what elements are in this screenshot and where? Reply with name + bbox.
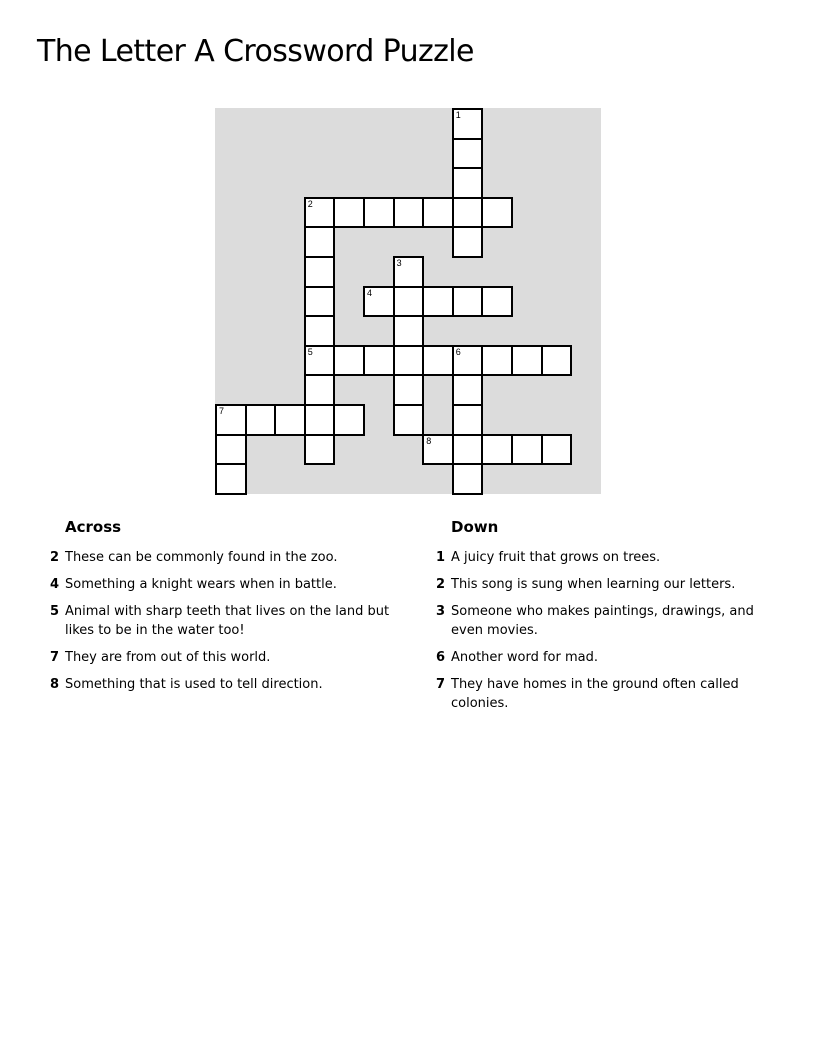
across-clue-list	[45, 548, 395, 694]
grid-cell[interactable]	[304, 315, 336, 347]
grid-cell[interactable]	[541, 434, 573, 466]
across-clue	[45, 602, 395, 640]
grid-cell[interactable]	[511, 345, 543, 377]
clue-number: 7	[49, 650, 59, 665]
clue-number: 2	[49, 550, 59, 565]
crossword-grid	[215, 108, 601, 494]
cell-number: 8	[426, 435, 432, 446]
down-clue	[431, 575, 781, 594]
grid-cell[interactable]	[422, 197, 454, 229]
grid-cell[interactable]	[304, 434, 336, 466]
grid-cell[interactable]	[393, 315, 425, 347]
grid-cell[interactable]	[215, 434, 247, 466]
clue-text: They have homes in the ground often called colonies.	[451, 677, 739, 711]
cell-number: 7	[219, 406, 225, 416]
across-clue	[45, 548, 395, 567]
grid-cell[interactable]	[452, 434, 484, 466]
grid-cell[interactable]	[393, 374, 425, 406]
cell-number: 5	[307, 346, 313, 357]
clue-number: 4	[49, 577, 59, 592]
grid-cell[interactable]	[304, 286, 336, 318]
grid-cell[interactable]	[452, 345, 484, 377]
grid-cell[interactable]	[422, 345, 454, 377]
clue-text: These can be commonly found in the zoo.	[65, 550, 338, 565]
across-clues	[45, 518, 395, 702]
grid-cell[interactable]	[422, 434, 454, 466]
clue-number: 8	[49, 677, 59, 692]
grid-cell[interactable]	[393, 197, 425, 229]
down-clue	[431, 675, 781, 713]
grid-cell[interactable]	[452, 286, 484, 318]
clue-text: A juicy fruit that grows on trees.	[451, 550, 661, 565]
grid-cell[interactable]	[333, 197, 365, 229]
grid-cell[interactable]	[452, 404, 484, 436]
grid-cell[interactable]	[481, 286, 513, 318]
cell-number: 3	[396, 258, 402, 268]
clue-text: Someone who makes paintings, drawings, and even movies.	[451, 604, 754, 638]
clue-text: This song is sung when learning our letters.	[451, 577, 736, 592]
grid-cell[interactable]	[363, 345, 395, 377]
grid-cell[interactable]	[333, 345, 365, 377]
grid-cell[interactable]	[304, 374, 336, 406]
grid-cell[interactable]	[363, 286, 395, 318]
cell-number: 4	[367, 287, 373, 298]
grid-cell[interactable]	[304, 345, 336, 377]
grid-cell[interactable]	[541, 345, 573, 377]
clue-number: 5	[49, 604, 59, 619]
down-clue	[431, 548, 781, 567]
grid-cell[interactable]	[511, 434, 543, 466]
down-heading: Down	[451, 518, 499, 536]
clue-number: 6	[435, 650, 445, 665]
grid-cell[interactable]	[393, 256, 425, 288]
clue-text: Something a knight wears when in battle.	[65, 577, 337, 592]
grid-cell[interactable]	[422, 286, 454, 318]
grid-cell[interactable]	[452, 197, 484, 229]
across-clue	[45, 575, 395, 594]
grid-cell[interactable]	[393, 286, 425, 318]
clue-number: 7	[435, 677, 445, 692]
across-clue	[45, 648, 395, 667]
grid-cell[interactable]	[304, 226, 336, 258]
grid-cell[interactable]	[215, 463, 247, 495]
grid-cell[interactable]	[452, 226, 484, 258]
cell-number: 6	[455, 346, 461, 357]
clue-text: Animal with sharp teeth that lives on the land but likes to be in the water too!	[65, 604, 390, 638]
cell-number: 1	[455, 110, 461, 120]
grid-cell[interactable]	[452, 167, 484, 199]
grid-cell[interactable]	[452, 138, 484, 170]
page-title: The Letter A Crossword Puzzle	[37, 34, 474, 69]
down-clue	[431, 602, 781, 640]
down-clue-list	[431, 548, 781, 713]
grid-cell[interactable]	[245, 404, 277, 436]
down-clue	[431, 648, 781, 667]
clue-number: 2	[435, 577, 445, 592]
clue-number: 3	[435, 604, 445, 619]
grid-cell[interactable]	[481, 434, 513, 466]
grid-cell[interactable]	[452, 374, 484, 406]
grid-cell[interactable]	[215, 404, 247, 436]
grid-cell[interactable]	[363, 197, 395, 229]
grid-cell[interactable]	[481, 345, 513, 377]
cell-number: 2	[307, 198, 313, 209]
clue-text: They are from out of this world.	[65, 650, 271, 665]
grid-cell[interactable]	[304, 404, 336, 436]
grid-cell[interactable]	[393, 404, 425, 436]
clue-text: Something that is used to tell direction.	[65, 677, 323, 692]
grid-cell[interactable]	[481, 197, 513, 229]
grid-cell[interactable]	[452, 463, 484, 495]
grid-cell[interactable]	[274, 404, 306, 436]
grid-cell[interactable]	[304, 197, 336, 229]
grid-cell[interactable]	[452, 108, 484, 140]
clue-text: Another word for mad.	[451, 650, 599, 665]
down-clues	[431, 518, 781, 721]
across-heading: Across	[65, 518, 122, 536]
grid-cell[interactable]	[393, 345, 425, 377]
clue-number: 1	[435, 550, 445, 565]
across-clue	[45, 675, 395, 694]
grid-cell[interactable]	[304, 256, 336, 288]
grid-cell[interactable]	[333, 404, 365, 436]
